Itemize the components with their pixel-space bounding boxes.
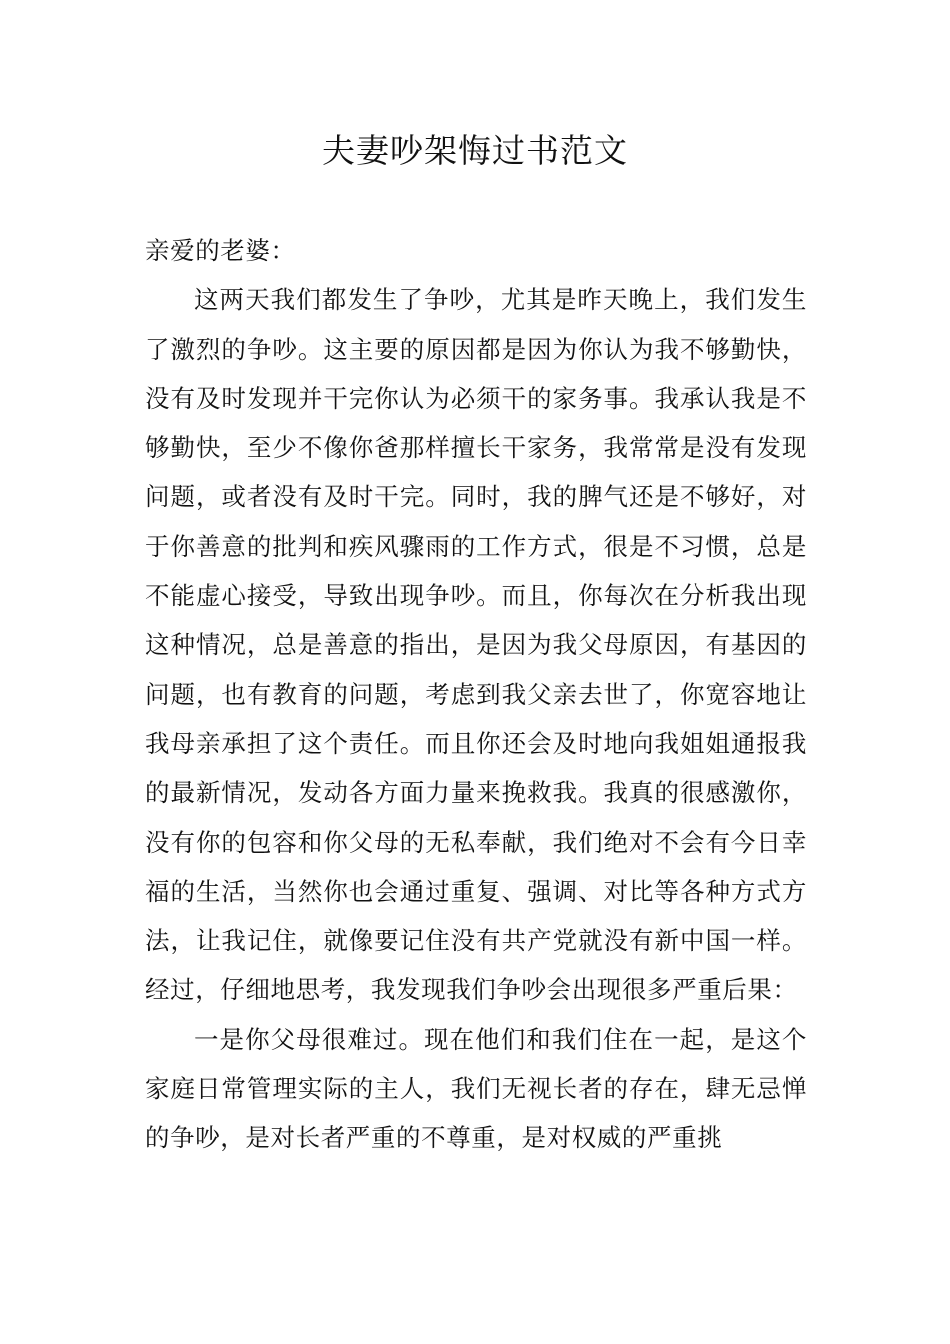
salutation: 亲爱的老婆： bbox=[145, 236, 296, 265]
document-title: 夫妻吵架悔过书范文 bbox=[322, 131, 628, 170]
body-paragraph-1: 这两天我们都发生了争吵，尤其是昨天晚上，我们发生了激烈的争吵。这主要的原因都是因为你认为我不够勤快，没有及时发现并干完你认为必须干的家务事。我承认我是不够勤快，至少不像你爸那样擅长干家务，我常常是没有发现问题，或者没有及时干完。同时，我的脾气还是不够好，对于你善意的批判和疾风骤雨的工作方式，很是不习惯，总是不能虚心接受，导致出现争吵。而且，你每次在分析我出现这种情况，总是善意的指出，是因为我父母原因，有基因的问题，也有教育的问题，考虑到我父亲去世了，你宽容地让我母亲承担了这个责任。而且你还会及时地向我姐姐通报我的最新情况，发动各方面力量来挽救我。我真的很感激你，没有你的包容和你父母的无私奉献，我们绝对不会有今日幸福的生活，当然你也会通过重复、强调、对比等各种方式方法，让我记住，就像要记住没有共产党就没有新中国一样。经过，仔细地思考，我发现我们争吵会出现很多严重后果： bbox=[145, 285, 807, 1005]
document-body bbox=[145, 226, 807, 1163]
body-paragraph-2: 一是你父母很难过。现在他们和我们住在一起，是这个家庭日常管理实际的主人，我们无视长者的存在，肆无忌惮的争吵，是对长者严重的不尊重，是对权威的严重挑 bbox=[145, 1024, 807, 1153]
